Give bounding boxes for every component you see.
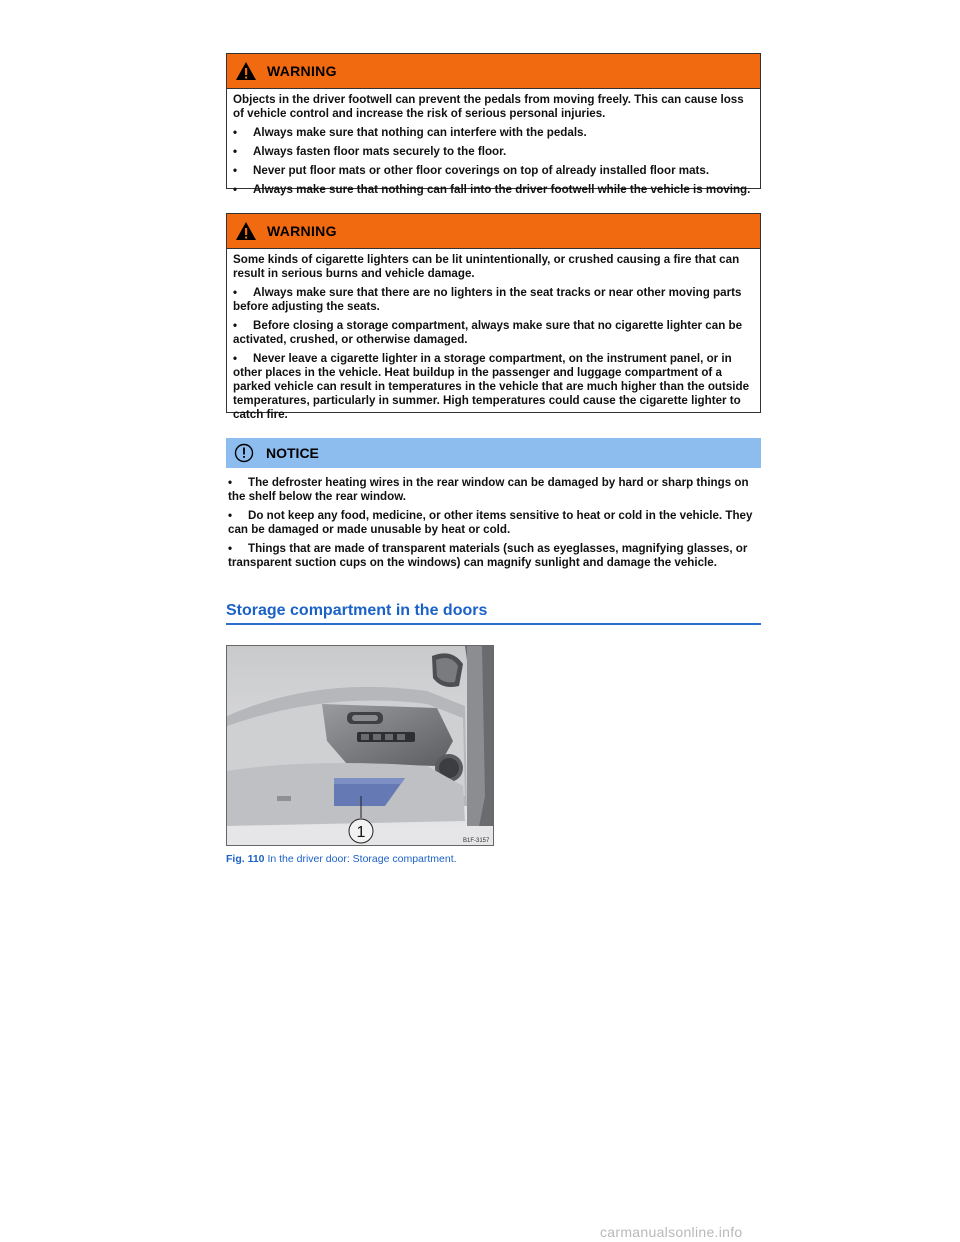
door-illustration	[226, 645, 494, 846]
section-heading: Storage compartment in the doors	[226, 602, 761, 625]
notice-body	[226, 468, 761, 570]
warning-bullet: • Always fasten floor mats securely to the floor.	[233, 145, 507, 158]
notice-bullet: • Do not keep any food, medicine, or other items sensitive to heat or cold in the vehicle. They can be damaged or made unusable by heat or cold.	[228, 509, 753, 536]
warning-label: WARNING	[267, 223, 337, 239]
figure-caption-text: In the driver door: Storage compartment.	[264, 853, 457, 865]
warning-triangle-icon	[235, 221, 257, 241]
warning-body	[227, 249, 760, 431]
warning-label: WARNING	[267, 63, 337, 79]
warning-intro: Some kinds of cigarette lighters can be lit unintentionally, or crushed causing a fire that can result in serious burns and vehicle damage.	[233, 253, 740, 280]
exclamation-circle-icon	[234, 443, 254, 463]
warning-bullet: • Always make sure that nothing can fall into the driver footwell while the vehicle is moving.	[233, 183, 751, 196]
door-panel-drawing	[227, 646, 494, 846]
notice-bullet: • Things that are made of transparent materials (such as eyeglasses, magnifying glasses, or transparent suction cups on the windows) can magnify sunlight and damage the vehicle.	[228, 542, 748, 569]
warning-box-pedals	[226, 53, 761, 196]
notice-label: NOTICE	[266, 445, 319, 461]
watermark: carmanualsonline.info	[600, 1224, 743, 1240]
warning-header	[227, 54, 760, 89]
figure-caption	[226, 853, 457, 865]
warning-bullet: • Always make sure that nothing can interfere with the pedals.	[233, 126, 587, 139]
figure-number: Fig. 110	[226, 853, 265, 865]
warning-header	[227, 214, 760, 249]
warning-bullet: • Always make sure that there are no lighters in the seat tracks or near other moving parts before adjusting the seats.	[233, 286, 742, 313]
warning-triangle-icon	[235, 61, 257, 81]
callout-number: 1	[356, 824, 366, 841]
warning-intro: Objects in the driver footwell can prevent the pedals from moving freely. This can cause loss of vehicle control and increase the risk of serious personal injuries.	[233, 93, 744, 120]
notice-bullet: • The defroster heating wires in the rear window can be damaged by hard or sharp things on the shelf below the rear window.	[228, 476, 749, 503]
warning-bullet: • Never leave a cigarette lighter in a storage compartment, on the instrument panel, or in other places in the vehicle. Heat buildup in the passenger and luggage compartment of a parked vehicle can result in temperatures in the vehicle that are much higher than the outside temperatures, particularly in summer. High temperatures could cause the cigarette lighter to catch fire.	[233, 352, 750, 421]
warning-bullet: • Before closing a storage compartment, always make sure that no cigarette lighter can be activated, crushed, or otherwise damaged.	[233, 319, 743, 346]
notice-header	[226, 438, 761, 468]
figure-code: B1F-3157	[463, 838, 490, 844]
warning-body	[227, 89, 760, 206]
warning-bullet: • Never put floor mats or other floor coverings on top of already installed floor mats.	[233, 164, 710, 177]
warning-box-lighters	[226, 213, 761, 421]
notice-box	[226, 438, 761, 575]
